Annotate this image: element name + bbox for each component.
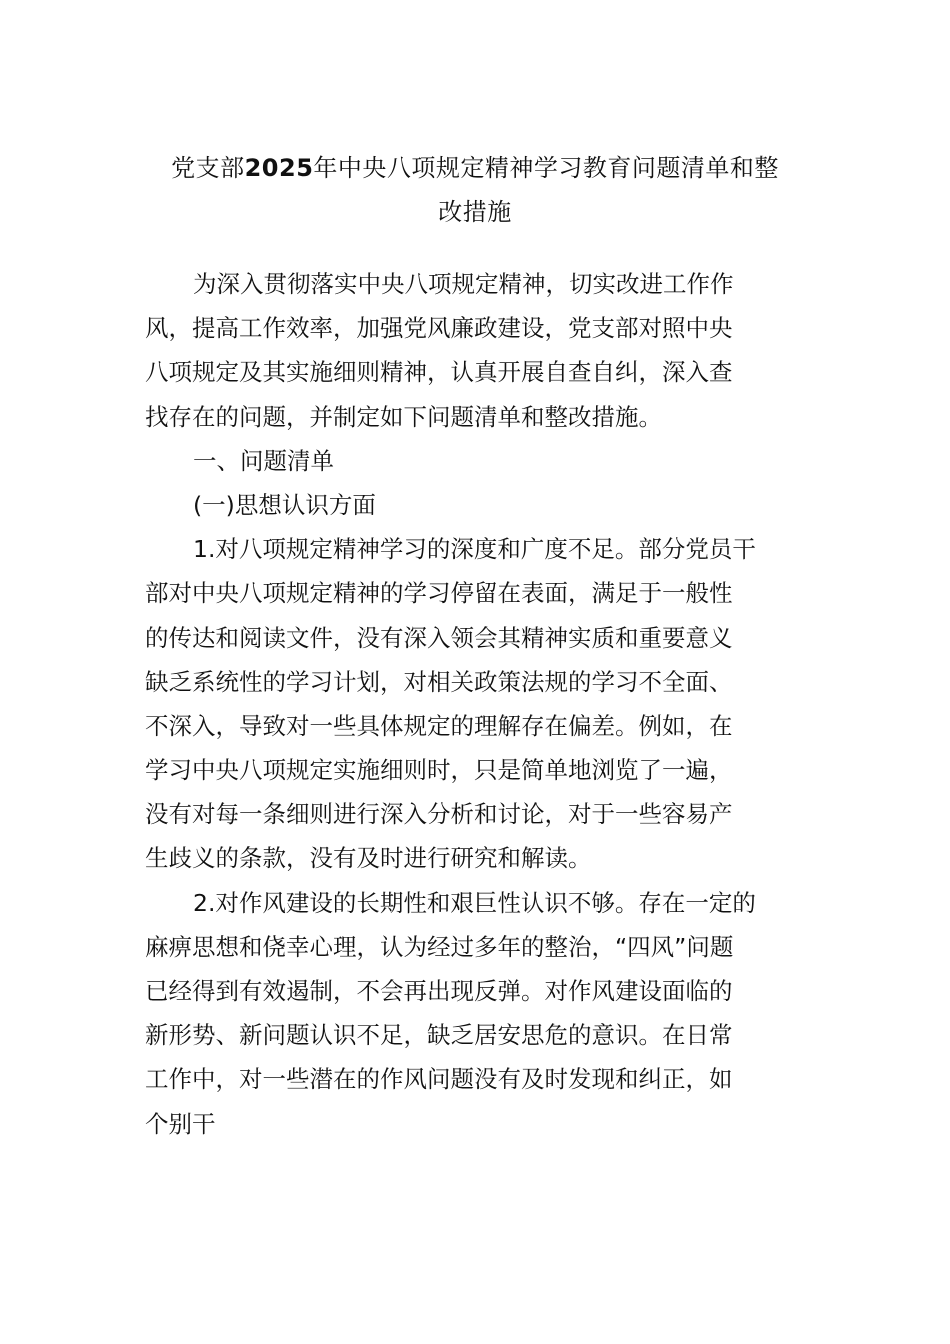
paragraph-line: 工作中，对一些潜在的作风问题没有及时发现和纠正，如 xyxy=(145,1065,733,1094)
title-line-2: 改措施 xyxy=(438,198,512,226)
paragraph-line: 不深入，导致对一些具体规定的理解存在偏差。例如，在 xyxy=(145,711,733,740)
paragraph-line: 缺乏系统性的学习计划，对相关政策法规的学习不全面、 xyxy=(145,667,733,696)
section-heading: 一、问题清单 xyxy=(193,446,334,475)
paragraph-line: 的传达和阅读文件，没有深入领会其精神实质和重要意义 xyxy=(145,623,733,652)
title-suffix: 年中央八项规定精神学习教育问题清单和整 xyxy=(313,154,779,182)
paragraph-line: 新形势、新问题认识不足，缺乏居安思危的意识。在日常 xyxy=(145,1021,733,1050)
paragraph-line: 八项规定及其实施细则精神，认真开展自查自纠，深入查 xyxy=(145,358,733,387)
document-body xyxy=(145,262,815,1146)
paragraph-line: 麻痹思想和侥幸心理，认为经过多年的整治，“四风”问题 xyxy=(145,932,734,961)
paragraph-line: 个别干 xyxy=(145,1109,216,1138)
paragraph-line: 没有对每一条细则进行深入分析和讨论，对于一些容易产 xyxy=(145,800,733,829)
title-line-1 xyxy=(140,146,810,190)
paragraph-line: 为深入贯彻落实中央八项规定精神，切实改进工作作 xyxy=(193,270,734,298)
paragraph-line: 已经得到有效遏制，不会再出现反弹。对作风建设面临的 xyxy=(145,977,733,1005)
item-1-paragraph xyxy=(145,527,815,881)
paragraph-line: 部对中央八项规定精神的学习停留在表面，满足于一般性 xyxy=(145,579,733,608)
document-title xyxy=(140,146,810,234)
paragraph-line: 1.对八项规定精神学习的深度和广度不足。部分党员干 xyxy=(193,535,756,564)
paragraph-line: 生歧义的条款，没有及时进行研究和解读。 xyxy=(145,844,592,873)
intro-paragraph xyxy=(145,262,815,439)
title-prefix: 党支部 xyxy=(171,154,245,182)
title-year: 2025 xyxy=(244,154,314,182)
subsection-heading: (一)思想认识方面 xyxy=(193,490,376,519)
paragraph-line: 找存在的问题，并制定如下问题清单和整改措施。 xyxy=(145,402,662,431)
paragraph-line: 2.对作风建设的长期性和艰巨性认识不够。存在一定的 xyxy=(193,888,756,917)
paragraph-line: 学习中央八项规定实施细则时，只是简单地浏览了一遍， xyxy=(145,756,733,785)
paragraph-line: 风，提高工作效率，加强党风廉政建设，党支部对照中央 xyxy=(145,314,733,343)
item-2-paragraph xyxy=(145,881,815,1146)
